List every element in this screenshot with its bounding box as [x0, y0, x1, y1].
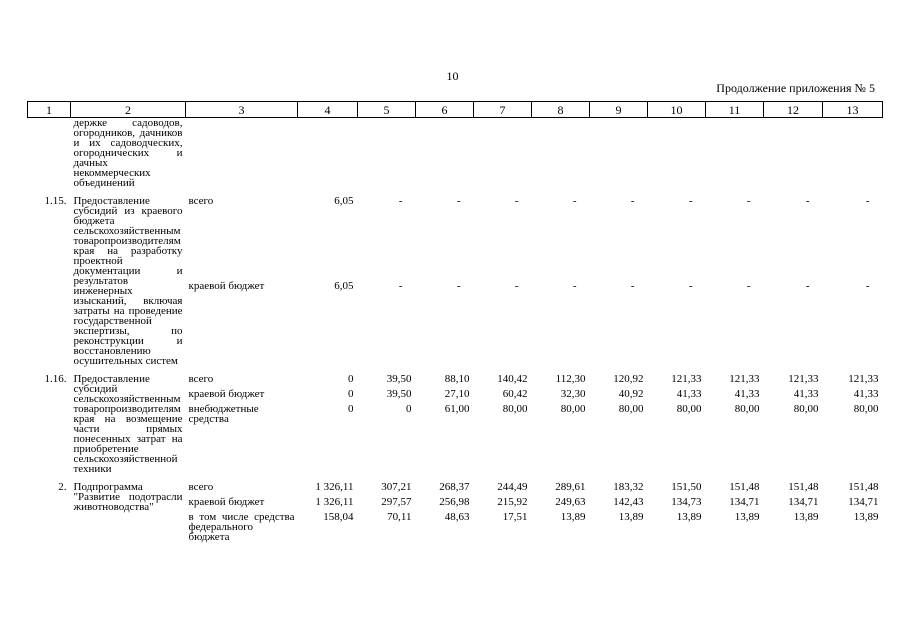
column-header: 1	[28, 102, 71, 118]
value-cell: -	[398, 280, 403, 292]
value-cell: 88,10	[444, 373, 470, 385]
value-cell: 151,48	[848, 481, 879, 493]
value-cell: 289,61	[555, 481, 586, 493]
column-header: 13	[823, 102, 883, 118]
value-cell: 121,33	[671, 373, 702, 385]
funding-source: краевой бюджет	[188, 496, 265, 508]
value-cell: 140,42	[497, 373, 528, 385]
row-number: 2.	[58, 481, 67, 493]
value-cell: 13,89	[793, 511, 819, 523]
value-cell: 6,05	[334, 280, 354, 292]
value-cell: 32,30	[560, 388, 586, 400]
value-cell: 27,10	[444, 388, 470, 400]
value-cell: 134,73	[671, 496, 702, 508]
value-cell: 13,89	[560, 511, 586, 523]
value-cell: 61,00	[444, 403, 470, 415]
table-row	[28, 482, 883, 497]
column-header: 10	[648, 102, 706, 118]
column-header: 7	[474, 102, 532, 118]
value-cell: -	[688, 280, 693, 292]
value-cell: -	[572, 195, 577, 207]
value-cell: 0	[348, 388, 354, 400]
table-row	[28, 196, 883, 281]
value-cell: 41,33	[793, 388, 819, 400]
value-cell: -	[456, 195, 461, 207]
page-number: 10	[446, 69, 459, 83]
value-cell: 41,33	[734, 388, 760, 400]
funding-source: всего	[188, 195, 214, 207]
value-cell: 13,89	[676, 511, 702, 523]
funding-source: внебюджетные средства	[188, 403, 259, 425]
value-cell: 215,92	[497, 496, 528, 508]
value-cell: -	[746, 195, 751, 207]
budget-table	[27, 101, 883, 542]
value-cell: 80,00	[618, 403, 644, 415]
value-cell: 13,89	[853, 511, 879, 523]
value-cell: 60,42	[502, 388, 528, 400]
value-cell: 1 326,11	[315, 481, 354, 493]
column-header: 5	[358, 102, 416, 118]
value-cell: 120,92	[613, 373, 644, 385]
value-cell: 297,57	[381, 496, 412, 508]
value-cell: 80,00	[793, 403, 819, 415]
column-header: 6	[416, 102, 474, 118]
column-header: 4	[298, 102, 358, 118]
value-cell: 39,50	[386, 388, 412, 400]
value-cell: 249,63	[555, 496, 586, 508]
value-cell: 121,33	[788, 373, 819, 385]
value-cell: 256,98	[439, 496, 470, 508]
value-cell: 134,71	[848, 496, 879, 508]
value-cell: 121,33	[729, 373, 760, 385]
funding-source: всего	[188, 481, 214, 493]
value-cell: -	[514, 195, 519, 207]
value-cell: 80,00	[560, 403, 586, 415]
table-row	[28, 118, 883, 189]
value-cell: -	[865, 195, 870, 207]
value-cell: -	[805, 280, 810, 292]
value-cell: -	[630, 280, 635, 292]
row-number: 1.16.	[44, 373, 67, 385]
value-cell: -	[805, 195, 810, 207]
value-cell: 39,50	[386, 373, 412, 385]
value-cell: 134,71	[788, 496, 819, 508]
row-description: Подпрограмма "Развитие подотрасли животноводства"	[73, 481, 183, 513]
value-cell: 134,71	[729, 496, 760, 508]
value-cell: 151,48	[788, 481, 819, 493]
header-row	[28, 102, 883, 118]
value-cell: 13,89	[734, 511, 760, 523]
value-cell: 0	[406, 403, 412, 415]
column-header: 8	[532, 102, 590, 118]
value-cell: 307,21	[381, 481, 412, 493]
value-cell: -	[746, 280, 751, 292]
value-cell: -	[398, 195, 403, 207]
value-cell: 0	[348, 373, 354, 385]
value-cell: 6,05	[334, 195, 354, 207]
funding-source: в том числе средства федерального бюджета	[188, 511, 295, 543]
continuation-label: Продолжение приложения № 5	[716, 81, 875, 95]
value-cell: -	[865, 280, 870, 292]
value-cell: 80,00	[676, 403, 702, 415]
value-cell: 142,43	[613, 496, 644, 508]
value-cell: 183,32	[613, 481, 644, 493]
column-header: 9	[590, 102, 648, 118]
value-cell: 41,33	[676, 388, 702, 400]
value-cell: 244,49	[497, 481, 528, 493]
value-cell: 48,63	[444, 511, 470, 523]
value-cell: 80,00	[502, 403, 528, 415]
value-cell: 151,48	[729, 481, 760, 493]
value-cell: 13,89	[618, 511, 644, 523]
value-cell: 40,92	[618, 388, 644, 400]
value-cell: 158,04	[323, 511, 354, 523]
column-header: 11	[706, 102, 764, 118]
table-row	[28, 374, 883, 389]
funding-source: краевой бюджет	[188, 280, 265, 292]
column-header: 12	[764, 102, 823, 118]
row-description: Предоставление субсидий сельскохозяйственным товаропроизводителям края на возмещение части прямых понесенных затрат на приобретение сельскохозяйственной техники	[73, 373, 183, 475]
row-number: 1.15.	[44, 195, 67, 207]
funding-source: всего	[188, 373, 214, 385]
value-cell: 112,30	[555, 373, 586, 385]
value-cell: 0	[348, 403, 354, 415]
value-cell: 41,33	[853, 388, 879, 400]
value-cell: 1 326,11	[315, 496, 354, 508]
funding-source: краевой бюджет	[188, 388, 265, 400]
value-cell: -	[456, 280, 461, 292]
value-cell: 80,00	[734, 403, 760, 415]
value-cell: 80,00	[853, 403, 879, 415]
value-cell: 151,50	[671, 481, 702, 493]
row-description: Предоставление субсидий из краевого бюджета сельскохозяйственным товаропроизводителям края на разработку проектной документации и результатов инженерных изысканий, включая затраты на проведение государственной экспертизы, по реконструкции и восстановлению осушительных систем	[73, 195, 183, 367]
value-cell: -	[514, 280, 519, 292]
column-header: 3	[186, 102, 298, 118]
value-cell: 17,51	[502, 511, 528, 523]
column-header: 2	[71, 102, 186, 118]
value-cell: 121,33	[848, 373, 879, 385]
value-cell: 70,11	[387, 511, 412, 523]
value-cell: 268,37	[439, 481, 470, 493]
value-cell: -	[630, 195, 635, 207]
value-cell: -	[572, 280, 577, 292]
continued-description: держке садоводов, огородников, дачников и их садоводческих, огороднических и дачных некоммерческих объединений	[73, 117, 183, 189]
value-cell: -	[688, 195, 693, 207]
